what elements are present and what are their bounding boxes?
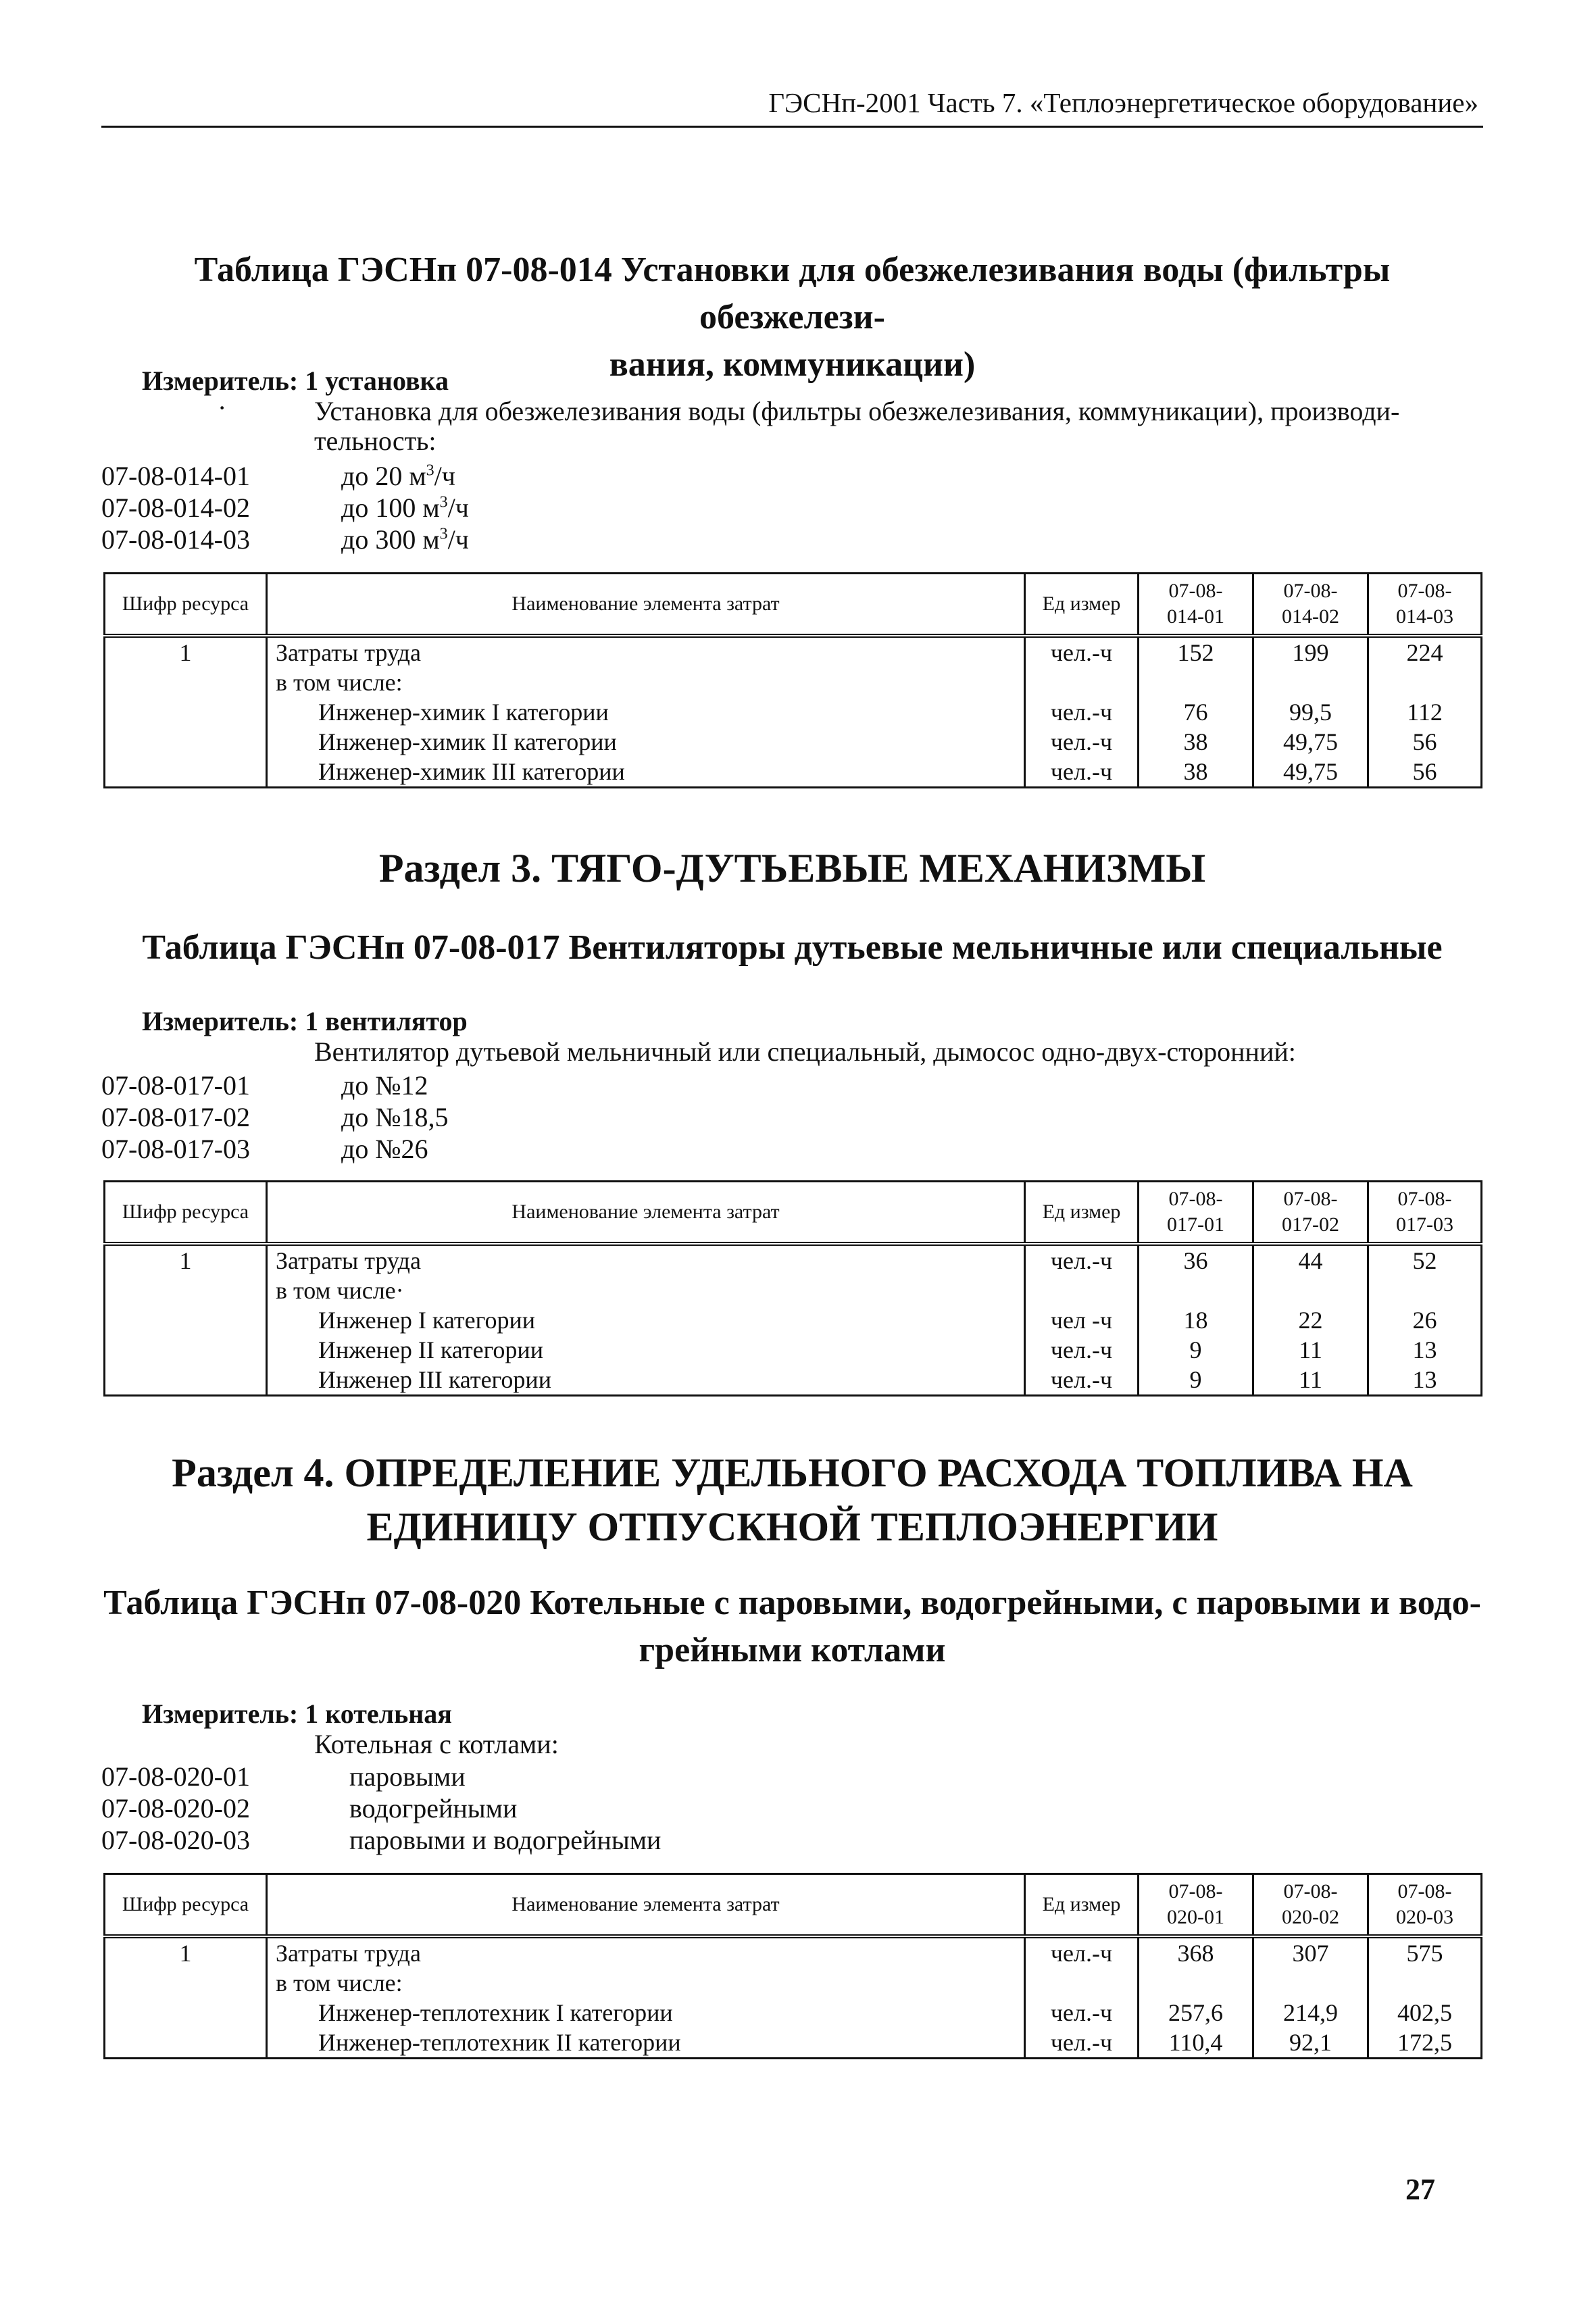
table3 <box>103 1873 1482 2059</box>
col-header-unit: Ед измер <box>1025 574 1139 636</box>
col-header-code: Шифр ресурса <box>105 1182 267 1244</box>
resource-code: 1 <box>105 1244 267 1396</box>
table2-code-row <box>101 1133 428 1165</box>
table1-title-line1: Таблица ГЭСНп 07-08-014 Установки для обезжелезивания воды (фильтры обезжелези- <box>194 251 1391 336</box>
col-header-unit: Ед измер <box>1025 1182 1139 1244</box>
norm-code: 07-08-020-03 <box>101 1825 250 1855</box>
col-header-name: Наименование элемента затрат <box>267 1874 1025 1937</box>
table3-code-row <box>101 1761 466 1792</box>
table-row <box>105 1244 1482 1396</box>
norm-desc: до 300 $м^3/ч$ <box>341 524 469 555</box>
norm2-values: 199 99,5 49,75 49,75 <box>1253 636 1368 788</box>
table1-code-row <box>101 524 469 555</box>
col-header-code: Шифр ресурса <box>105 574 267 636</box>
norm-code: 07-08-014-02 <box>101 493 250 523</box>
table1-desc-line1: Установка для обезжелезивания воды (фильтры обезжелезивания, коммуникации), производи- <box>314 396 1400 426</box>
table3-code-row <box>101 1792 517 1824</box>
norm-code: 07-08-014-03 <box>101 524 250 555</box>
col-header-norm1: 07-08- 020-01 <box>1139 1874 1253 1937</box>
units: чел.-ч чел.-ч чел.-ч <box>1025 1936 1139 2059</box>
table2-title: Таблица ГЭСНп 07-08-017 Вентиляторы дутьевые мельничные или специальные <box>142 928 1443 967</box>
table-header-row <box>105 1182 1482 1244</box>
norm2-values: 307 214,9 92,1 <box>1253 1936 1368 2059</box>
col-header-name: Наименование элемента затрат <box>267 1182 1025 1244</box>
col-header-norm1: 07-08- 014-01 <box>1139 574 1253 636</box>
section4-title-line2: ЕДИНИЦУ ОТПУСКНОЙ ТЕПЛОЭНЕРГИИ <box>366 1505 1218 1549</box>
table-row <box>105 636 1482 788</box>
col-header-norm2: 07-08- 020-02 <box>1253 1874 1368 1937</box>
resource-code: 1 <box>105 636 267 788</box>
norm-desc: водогрейными <box>349 1793 518 1823</box>
table1-desc-line2: тельность: <box>314 426 437 456</box>
table1-code-row <box>101 460 455 492</box>
col-header-norm1: 07-08- 017-01 <box>1139 1182 1253 1244</box>
units: чел.-ч чел -ч чел.-ч чел.-ч <box>1025 1244 1139 1396</box>
col-header-norm3: 07-08- 014-03 <box>1368 574 1482 636</box>
section4-title <box>101 1446 1483 1554</box>
cost-element-names: Затраты труда в том числе: Инженер-теплотехник I категории Инженер-теплотехник II категории <box>267 1936 1025 2059</box>
table2-meter: Измеритель: 1 вентилятор <box>142 1006 468 1036</box>
table1-description <box>314 397 1476 456</box>
norm1-values: 36 18 9 9 <box>1139 1244 1253 1396</box>
col-header-norm2: 07-08- 014-02 <box>1253 574 1368 636</box>
col-header-name: Наименование элемента затрат <box>267 574 1025 636</box>
norm-desc: до 20 $м^3/ч$ <box>341 461 455 491</box>
norm-code: 07-08-020-02 <box>101 1793 250 1823</box>
norm-desc: до №26 <box>341 1134 428 1164</box>
col-header-norm3: 07-08- 020-03 <box>1368 1874 1482 1937</box>
col-header-unit: Ед измер <box>1025 1874 1139 1937</box>
table-header-row <box>105 1874 1482 1937</box>
units: чел.-ч чел.-ч чел.-ч чел.-ч <box>1025 636 1139 788</box>
norm-code: 07-08-017-02 <box>101 1102 250 1132</box>
norm-desc: паровыми <box>349 1761 466 1792</box>
table3-desc-line1: Котельная с котлами: <box>314 1729 559 1759</box>
col-header-norm3: 07-08- 017-03 <box>1368 1182 1482 1244</box>
norm3-values: 575 402,5 172,5 <box>1368 1936 1482 2059</box>
norm-code: 07-08-020-01 <box>101 1761 250 1792</box>
col-header-norm2: 07-08- 017-02 <box>1253 1182 1368 1244</box>
norm3-values: 224 112 56 56 <box>1368 636 1482 788</box>
resource-code: 1 <box>105 1936 267 2059</box>
section4-title-line1: Раздел 4. ОПРЕДЕЛЕНИЕ УДЕЛЬНОГО РАСХОДА ТОПЛИВА НА <box>172 1451 1413 1495</box>
header-rule <box>101 126 1483 128</box>
section3-title: Раздел 3. ТЯГО-ДУТЬЕВЫЕ МЕХАНИЗМЫ <box>378 846 1206 890</box>
bullet-mark: · <box>218 393 227 423</box>
norm-desc: до №12 <box>341 1070 428 1101</box>
norm1-values: 152 76 38 38 <box>1139 636 1253 788</box>
table3-title <box>101 1580 1483 1674</box>
table3-title-line1: Таблица ГЭСНп 07-08-020 Котельные с паровыми, водогрейными, с паровыми и водо- <box>103 1584 1481 1622</box>
norm-desc: паровыми и водогрейными <box>349 1825 662 1855</box>
table2-desc-line1: Вентилятор дутьевой мельничный или специальный, дымосос одно-двух-сторонний: <box>314 1036 1296 1067</box>
table3-title-line2: грейными котлами <box>639 1631 946 1669</box>
norm1-values: 368 257,6 110,4 <box>1139 1936 1253 2059</box>
norm3-values: 52 26 13 13 <box>1368 1244 1482 1396</box>
cost-element-names: Затраты труда в том числе: Инженер-химик I категории Инженер-химик II категории Инженер-химик III категории <box>267 636 1025 788</box>
running-head: ГЭСНп-2001 Часть 7. «Теплоэнергетическое оборудование» <box>768 87 1478 118</box>
norm-desc: до №18,5 <box>341 1102 449 1132</box>
norm-code: 07-08-017-01 <box>101 1070 250 1101</box>
table1-code-row <box>101 492 469 524</box>
table3-code-row <box>101 1824 661 1856</box>
norm-code: 07-08-017-03 <box>101 1134 250 1164</box>
norm-desc: до 100 $м^3/ч$ <box>341 493 469 523</box>
table1-meter: Измеритель: 1 установка <box>142 366 449 396</box>
page-number: 27 <box>1405 2173 1435 2206</box>
table1 <box>103 572 1482 788</box>
norm2-values: 44 22 11 11 <box>1253 1244 1368 1396</box>
norm-code: 07-08-014-01 <box>101 461 250 491</box>
table2 <box>103 1180 1482 1397</box>
table-header-row <box>105 574 1482 636</box>
cost-element-names: Затраты труда в том числе· Инженер I категории Инженер II категории Инженер III категории <box>267 1244 1025 1396</box>
table2-code-row <box>101 1101 449 1133</box>
table-row <box>105 1936 1482 2059</box>
col-header-code: Шифр ресурса <box>105 1874 267 1937</box>
table2-code-row <box>101 1070 428 1101</box>
table2-description <box>314 1037 1476 1067</box>
table3-meter: Измеритель: 1 котельная <box>142 1699 452 1729</box>
table1-title-line2: вания, коммуникации) <box>609 345 976 384</box>
table3-description <box>314 1730 1476 1759</box>
